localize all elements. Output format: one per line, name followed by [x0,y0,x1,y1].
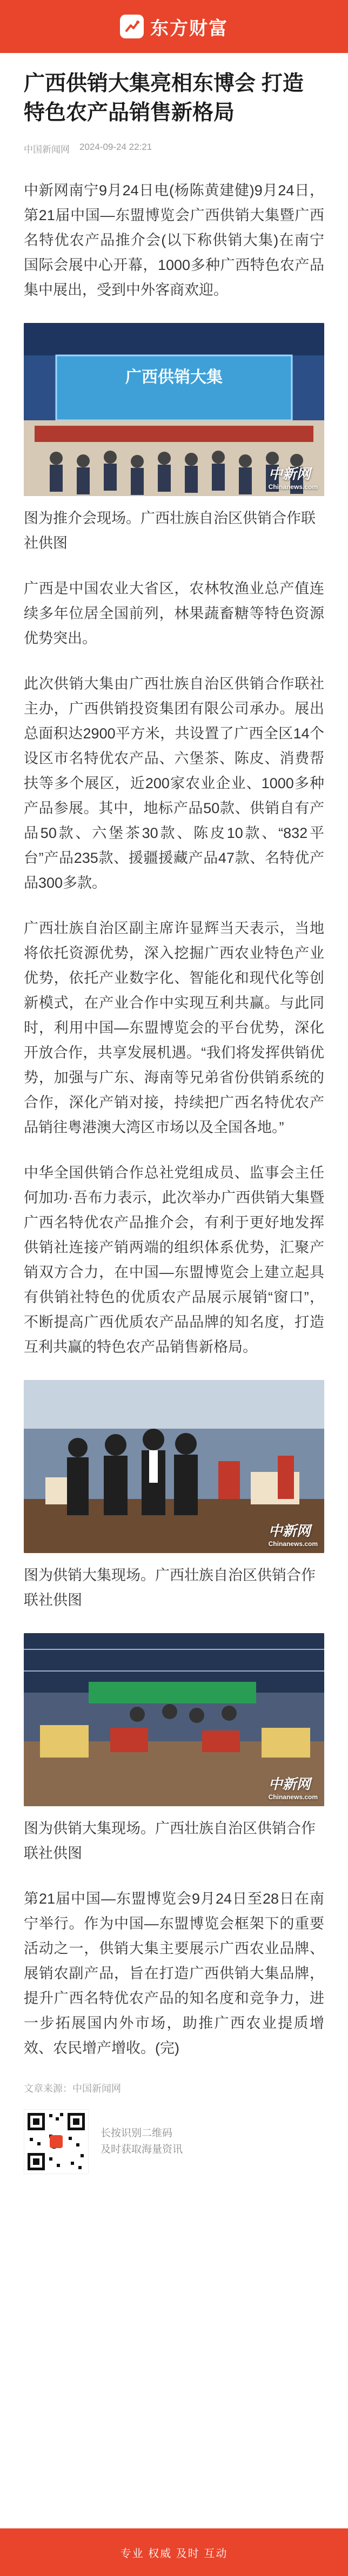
footer-slogan: 专业 权威 及时 互动 [0,2528,348,2576]
qr-code-icon[interactable] [24,2109,89,2174]
photo-conference[interactable] [24,323,324,496]
article-paragraph-2: 广西是中国农业大省区，农林牧渔业总产值连续多年位居全国前列，林果蔬畜糖等特色资源优势突出。 [24,580,324,646]
qr-hint [101,2125,183,2158]
watermark: 中新网 Chinanews.com [268,1523,318,1548]
article-source[interactable]: 中国新闻网 [24,144,70,155]
photo-caption-1: 图为推介会现场。广西壮族自治区供销合作联社供图 [24,510,316,551]
brand-logo-icon [120,15,144,38]
article-paragraph-6: 第21届中国—东盟博览会9月24日至28日在南宁举行。作为中国—东盟博览会框架下的重要活动之一，供销大集主要展示广西农业品牌、展销农副产品，旨在打造广西供销大集品牌，提升广西名特优农产品的知名度和竞争力，进一步拓展国内外市场，助推广西农业提质增效、农民增产增收。(完) [24,1891,324,2056]
article-paragraph-1: 中新网南宁9月24日电(杨陈黄建健)9月24日，第21届中国—东盟博览会广西供销大集暨广西名特优农产品推介会(以下称供销大集)在南宁国际会展中心开幕，1000多种广西特色农产品集中展出，受到中外客商欢迎。 [24,182,324,298]
photo-caption-2: 图为供销大集现场。广西壮族自治区供销合作联社供图 [24,1567,316,1608]
article-paragraph-3: 此次供销大集由广西壮族自治区供销合作联社主办，广西供销投资集团有限公司承办。展出总面积达2900平方米，共设置了广西全区14个设区市名特优农产品、六堡茶、陈皮、消费帮扶等多个展区，近200家农业企业、1000多种产品参展。其中，地标产品50款、供销自有产品50款、六堡茶30款、陈皮10款、“832平台”产品235款、援疆援藏产品47款、名特优产品300多款。 [24,676,324,891]
article-source-line: 文章来源：中国新闻网 [24,2083,121,2094]
watermark: 中新网 Chinanews.com [268,466,318,491]
qr-hint-line-2: 及时获取海量资讯 [101,2144,183,2155]
article-time: 2024-09-24 22:21 [79,142,152,152]
watermark: 中新网 Chinanews.com [268,1776,318,1801]
qr-promo [24,2109,324,2174]
article-paragraph-5: 中华全国供销合作总社党组成员、监事会主任何加功·吾布力表示，此次举办广西供销大集暨广西名特优农产品推介会，有利于更好地发挥供销社连接产销两端的组织体系优势，汇聚产销双方合力，在中国—东盟博览会上建立起具有供销社特色的优质农产品展示展销“窗口”，不断提高广西优质农产品品牌的知名度，打造互利共赢的特色农产品销售新格局。 [24,1165,324,1355]
brand[interactable] [120,14,228,40]
photo-market-1[interactable] [24,1380,324,1553]
article-meta [24,142,324,155]
article-paragraph-4: 广西壮族自治区副主席许显辉当天表示，当地将依托资源优势，深入挖掘广西农业特色产业优势，依托产业数字化、智能化和现代化等创新模式，在产业合作中实现互利共赢。与此同时，利用中国—东盟博览会的平台优势，深化开放合作，共享发展机遇。“我们将发挥供销优势，加强与广东、海南等兄弟省份供销系统的合作，深化产销对接，持续把广西名特优农产品销往粤港澳大湾区市场以及全国各地。” [24,920,324,1135]
photo-banner-text: 广西供销大集 [125,368,223,386]
photo-market-2[interactable] [24,1633,324,1806]
article-title: 广西供销大集亮相东博会 打造特色农产品销售新格局 [24,72,304,124]
article [24,69,324,2174]
app-header [0,0,348,53]
brand-name: 东方财富 [150,18,228,39]
qr-hint-line-1: 长按识别二维码 [101,2128,173,2139]
photo-caption-3: 图为供销大集现场。广西壮族自治区供销合作联社供图 [24,1820,316,1861]
